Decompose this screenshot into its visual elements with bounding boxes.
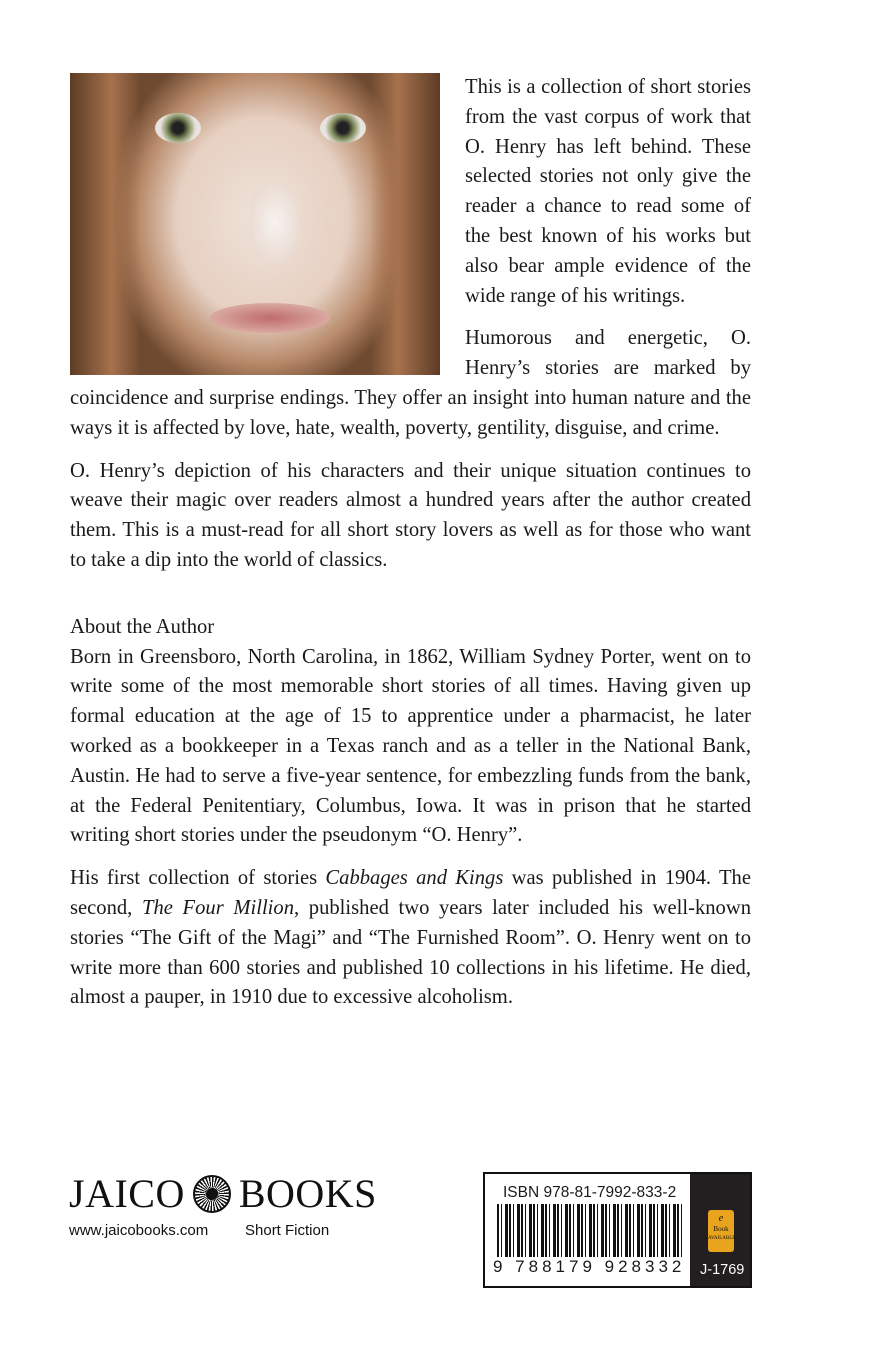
isbn-barcode-box <box>483 1172 752 1288</box>
book-category: Short Fiction <box>245 1222 330 1239</box>
blurb-paragraph-1: This is a collection of short stories from the vast corpus of work that O. Henry has left behind. These selected stories not only give the reader a chance to read some of the best known of his works but also bear ample evidence of the wide range of his writings. <box>465 76 751 307</box>
about-paragraph-1: Born in Greensboro, North Carolina, in 1862, William Sydney Porter, went on to write some of the most memorable short stories of all times. Having given up formal education at the age of 15 to apprentice under a pharmacist, he later worked as a bookkeeper in a Texas ranch and as a teller in the National Bank, Austin. He had to serve a five-year sentence, for embezzling funds from the bank, at the Federal Penitentiary, Columbus, Iowa. It was in prison that he started writing short stories under the pseudonym “O. Henry”. <box>70 645 751 847</box>
publisher-website: www.jaicobooks.com <box>69 1222 209 1239</box>
blurb-paragraph-2: Humorous and energetic, O. Henry’s stories are marked by coincidence and surprise endings. They offer an insight into human nature and the ways it is affected by love, hate, wealth, poverty, gentility, disguise, and crime. <box>70 327 751 439</box>
catalog-code: J-1769 <box>700 1262 745 1278</box>
barcode-digits: 9 788179 928332 <box>493 1257 686 1276</box>
isbn-text: ISBN 978-81-7992-833-2 <box>503 1184 677 1201</box>
about-paragraph-2: His first collection of stories Cabbages and Kings was published in 1904. The second, The Four Million, published two years later included his well-known stories “The Gift of the Magi” and “The Furnished Room”. O. Henry went on to write more than 600 stories and published 10 collections in his lifetime. He died, almost a pauper, in 1910 due to excessive alcoholism. <box>70 867 751 1009</box>
back-cover-text <box>70 73 751 1026</box>
ebook-available-icon: e Book AVAILABLE <box>708 1210 734 1252</box>
about-author-heading: About the Author <box>70 615 215 638</box>
wheel-icon <box>193 1175 231 1213</box>
blurb-paragraph-3: O. Henry’s depiction of his characters and their unique situation continues to weave their magic over readers almost a hundred years after the author created them. This is a must-read for all short story lovers as well as for those who want to take a dip into the world of classics. <box>70 459 751 571</box>
cover-photo-face <box>70 73 440 375</box>
publisher-logo: JAICO BOOKS <box>69 1171 377 1216</box>
